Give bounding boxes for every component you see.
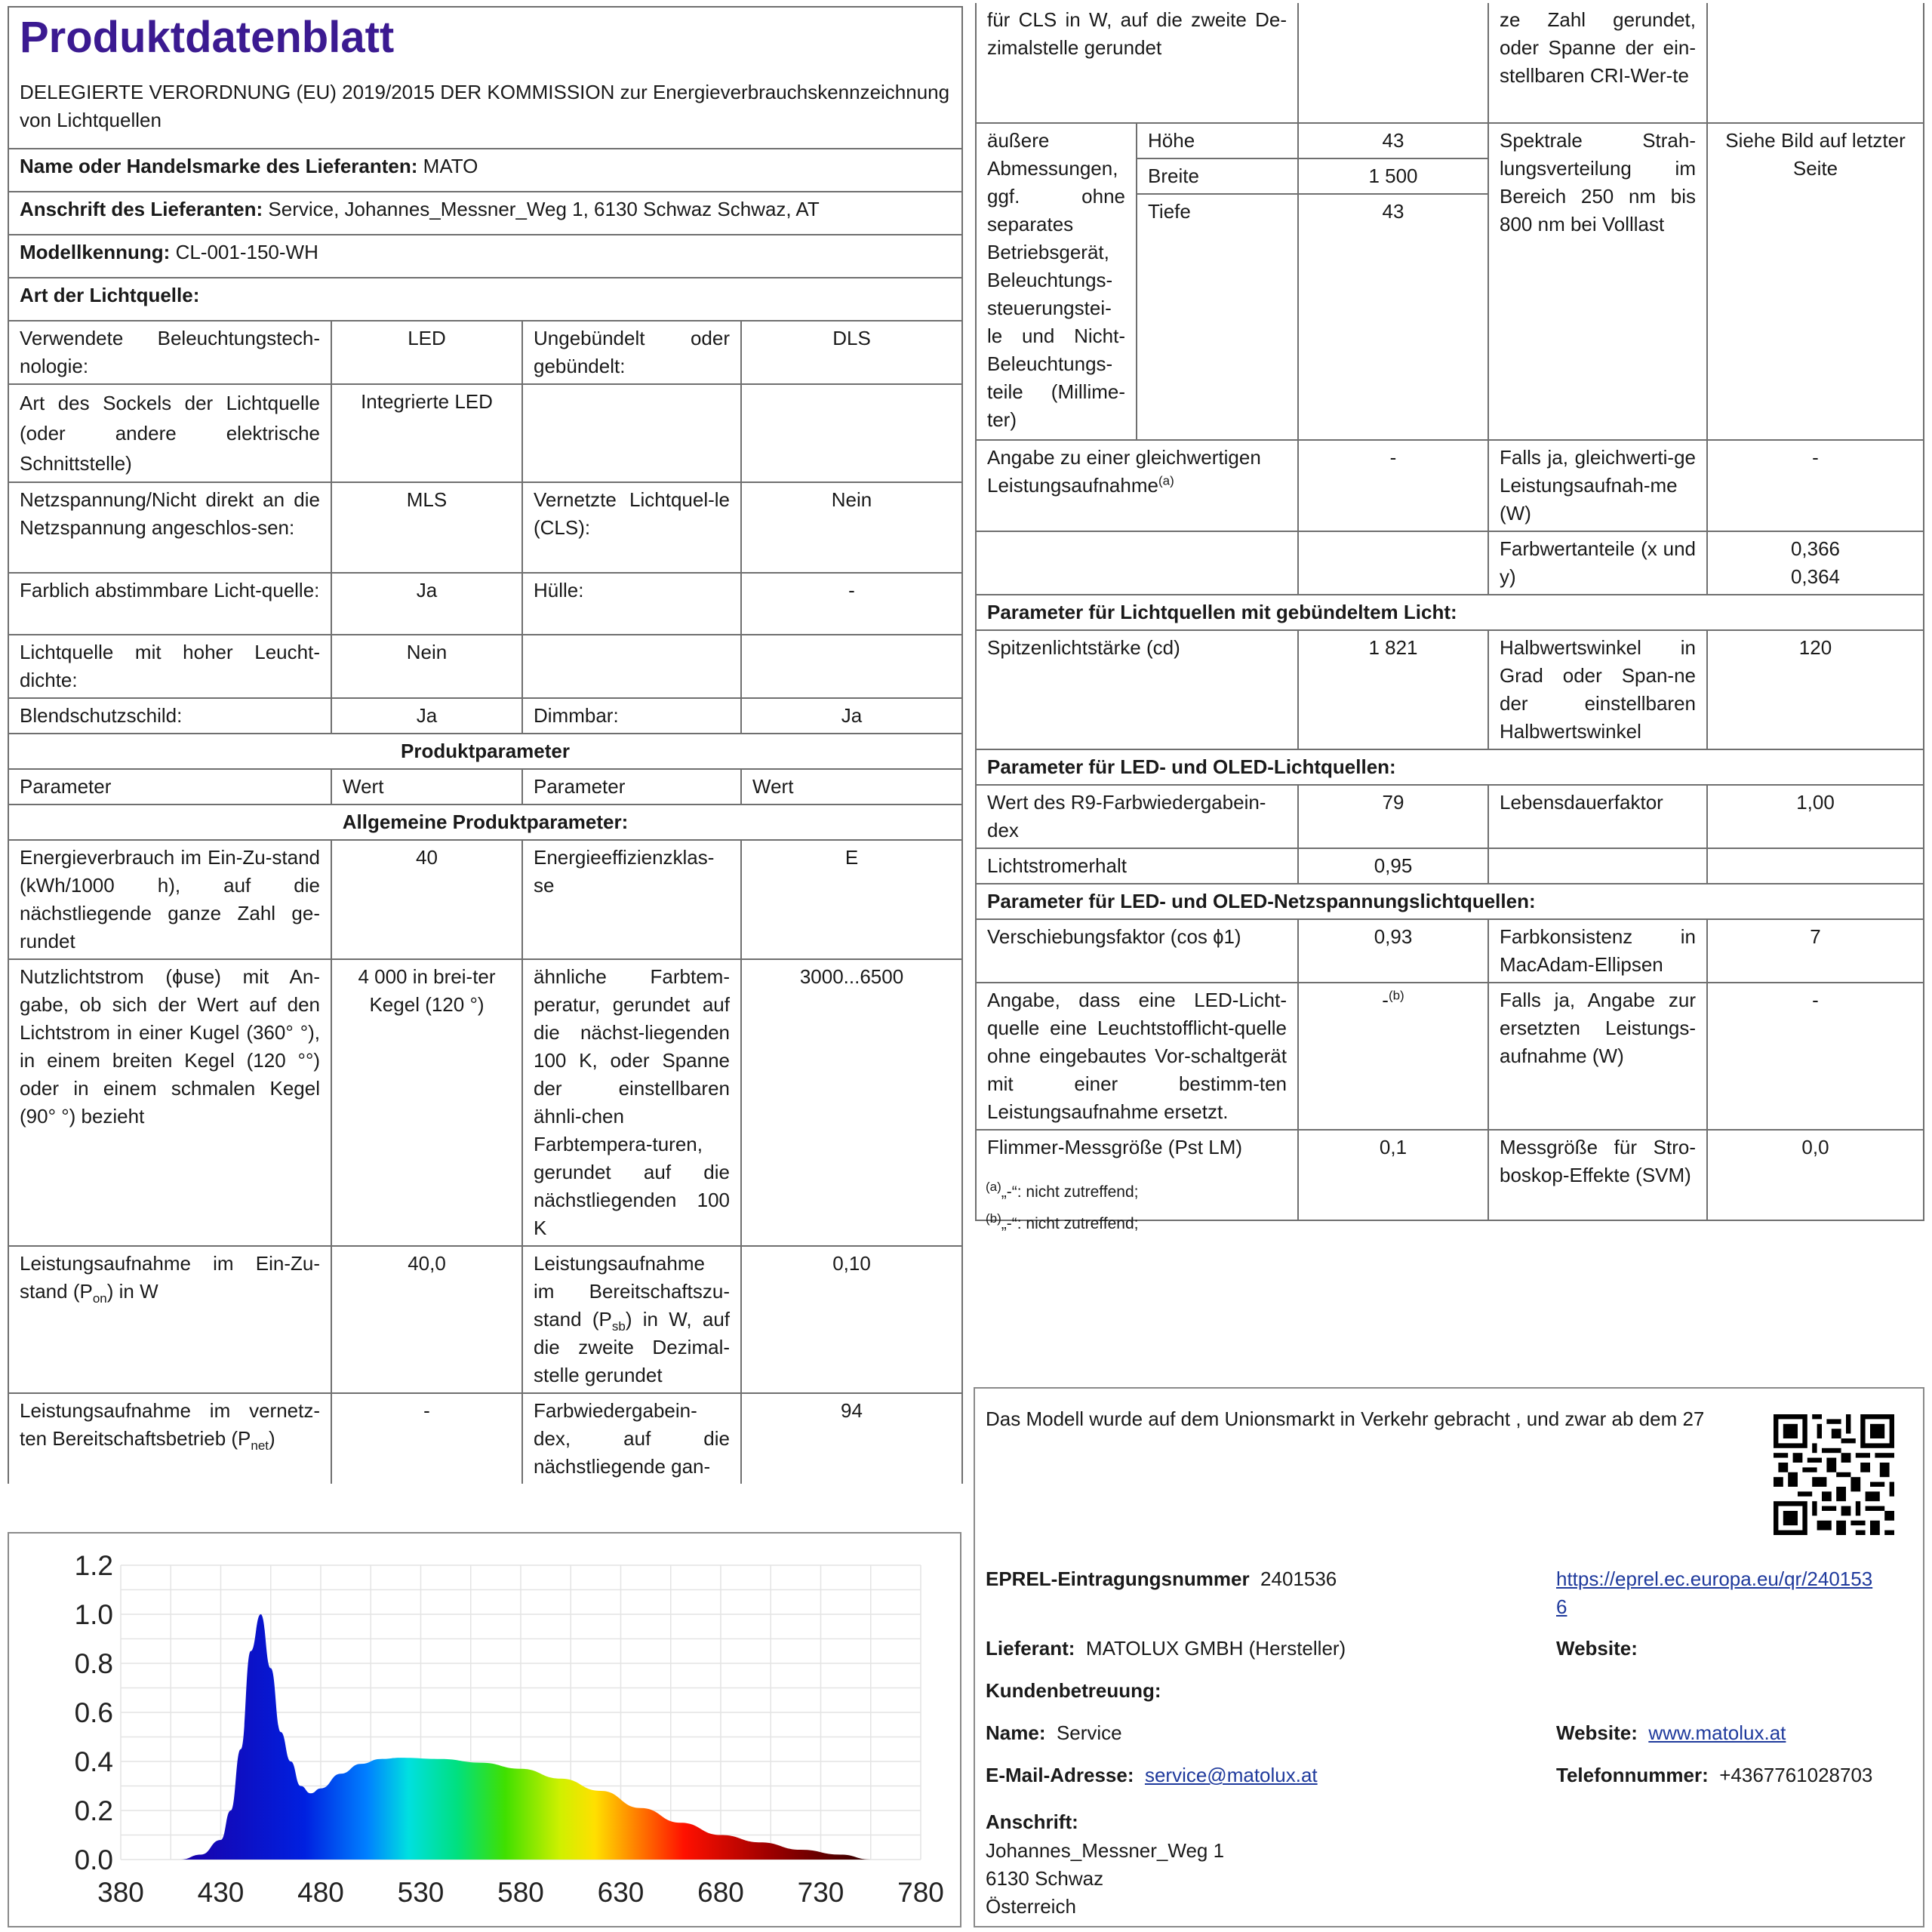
general-row (8, 1393, 962, 1484)
param-text: Leistungsaufnahme im vernetz-ten Bereitschaftsbetrieb (P (20, 1399, 320, 1450)
type-row (8, 635, 962, 698)
col-header-value: Wert (331, 769, 522, 804)
value-cell: Nein (741, 482, 962, 573)
eprel-info-panel (974, 1387, 1924, 1927)
chromaticity-x: 0,366 (1790, 537, 1841, 560)
param-subscript: sb (611, 1319, 626, 1334)
address-line-2: 6130 Schwaz (986, 1867, 1104, 1890)
address-line-1: Johannes_Messner_Weg 1 (986, 1839, 1225, 1862)
y-tick-label: 0.0 (74, 1844, 113, 1875)
param-cell: Angabe, dass eine LED-Licht-quelle eine Leuchtstofflicht-quelle ohne eingebautes Vor-schaltgerät mit einer bestimm-ten Leistungsaufnahme ersetzt. (976, 983, 1298, 1130)
depth-value: 43 (1298, 194, 1488, 440)
x-tick-label: 680 (697, 1877, 744, 1908)
empty-cell (976, 531, 1298, 595)
customer-care-label: Kundenbetreuung: (986, 1679, 1161, 1702)
type-section-heading: Art der Lichtquelle: (8, 278, 962, 321)
param-cell: Lichtquelle mit hoher Leucht-dichte: (8, 635, 331, 698)
param-subscript: net (251, 1438, 269, 1454)
supplier-address-value: Service, Johannes_Messner_Weg 1, 6130 Schwaz Schwaz, AT (268, 198, 820, 220)
param-cell: Spitzenlichtstärke (cd) (976, 630, 1298, 749)
param-text: Angabe zu einer gleichwertigen Leistungsaufnahme (987, 446, 1261, 497)
led-section-heading: Parameter für LED- und OLED-Lichtquellen: (976, 749, 1924, 785)
param-cell (522, 635, 741, 698)
value-cell: 0,1 (1298, 1130, 1488, 1220)
dimensions-label: äußere Abmessungen, ggf. ohne separates Betriebsgerät, Beleuchtungs-steuerungstei-le und Nicht-Beleuchtungs-teile (Millime-ter) (976, 123, 1137, 440)
param-cell: Halbwertswinkel in Grad oder Span-ne der einstellbaren Halbwertswinkel (1488, 630, 1707, 749)
param-cell: Lichtstromerhalt (976, 848, 1298, 884)
value-cell: Integrierte LED (331, 384, 522, 482)
value-cell: 79 (1298, 785, 1488, 848)
value-cell: 40 (331, 840, 522, 959)
mains-section-heading: Parameter für LED- und OLED-Netzspannungslichtquellen: (976, 884, 1924, 919)
footnote-text: „-“: nicht zutreffend; (1001, 1215, 1139, 1232)
value-cell: 7 (1707, 919, 1924, 983)
param-cell: Falls ja, Angabe zur ersetzten Leistungs-aufnahme (W) (1488, 983, 1707, 1130)
type-row (8, 698, 962, 734)
general-row (8, 1246, 962, 1393)
y-axis-tick-labels (75, 1550, 113, 1875)
x-tick-label: 730 (797, 1877, 844, 1908)
beam-section-heading: Parameter für Lichtquellen mit gebündeltem Licht: (976, 595, 1924, 630)
spectral-distribution-label: Spektrale Strah-lungsverteilung im Bereich 250 nm bis 800 nm bei Volllast (1488, 123, 1707, 440)
param-cell: Art des Sockels der Lichtquelle (oder andere elektrische Schnittstelle) (8, 384, 331, 482)
param-cell (1488, 848, 1707, 884)
value-cell: LED (331, 321, 522, 384)
col-header-value: Wert (741, 769, 962, 804)
contact-name-label: Name: (986, 1721, 1046, 1744)
x-tick-label: 530 (397, 1877, 445, 1908)
value-cell: DLS (741, 321, 962, 384)
website-label: Website: (1556, 1637, 1638, 1660)
value-cell: MLS (331, 482, 522, 573)
type-row (8, 573, 962, 635)
param-cell: Farbkonsistenz in MacAdam-Ellipsen (1488, 919, 1707, 983)
eprel-link[interactable]: https://eprel.ec.europa.eu/qr/2401536 (1556, 1567, 1873, 1618)
param-cell: Verwendete Beleuchtungstech-nologie: (8, 321, 331, 384)
param-cell: Netzspannung/Nicht direkt an die Netzspannung angeschlos-sen: (8, 482, 331, 573)
height-label: Höhe (1137, 123, 1298, 158)
value-cell: 94 (741, 1393, 962, 1484)
param-cell: Nutzlichtstrom (ɸuse) mit An-gabe, ob sich der Wert auf den Lichtstrom in einer Kugel (360° °), in einem breiten Kegel (120 °°) oder in einem schmalen Kegel (90° °) bezieht (8, 959, 331, 1246)
spectral-distribution-value: Siehe Bild auf letzter Seite (1707, 123, 1924, 440)
y-tick-label: 0.4 (74, 1746, 113, 1777)
x-tick-label: 480 (297, 1877, 344, 1908)
x-axis-tick-labels (97, 1877, 944, 1908)
y-tick-label: 0.8 (74, 1648, 113, 1679)
value-cell: Nein (331, 635, 522, 698)
supplier-label: Lieferant: (986, 1637, 1075, 1660)
value-cell: 120 (1707, 630, 1924, 749)
param-cell: Flimmer-Messgröße (Pst LM) (976, 1130, 1298, 1220)
x-tick-label: 430 (197, 1877, 245, 1908)
footnote-text: „-“: nicht zutreffend; (1001, 1183, 1139, 1201)
page-title: Produktdatenblatt (20, 13, 395, 62)
param-cell: Wert des R9-Farbwiedergabein-dex (976, 785, 1298, 848)
type-row (8, 482, 962, 573)
param-text: Leistungsaufnahme im Bereitschaftszu-stand (P (534, 1252, 730, 1331)
x-tick-label: 380 (97, 1877, 144, 1908)
supplier-address-label: Anschrift des Lieferanten: (20, 198, 263, 220)
value-cell: E (741, 840, 962, 959)
param-cell: Energieeffizienzklas-se (522, 840, 741, 959)
param-text: ) in W (106, 1280, 158, 1303)
value-cell: - (1707, 440, 1924, 531)
y-tick-label: 0.6 (74, 1697, 113, 1728)
value-cell: - (331, 1393, 522, 1484)
param-cell: Farbwiedergabein-dex, auf die nächstliegende gan- (522, 1393, 741, 1484)
param-cell: Blendschutzschild: (8, 698, 331, 734)
param-cell: Farblich abstimmbare Licht-quelle: (8, 573, 331, 635)
param-cell: ähnliche Farbtem-peratur, gerundet auf die nächst-liegenden 100 K, oder Spanne der einstellbaren ähnli-chen Farbtempera-turen, gerundet auf die nächstliegenden 100 K (522, 959, 741, 1246)
left-datasheet-table (8, 6, 963, 1484)
x-tick-label: 580 (497, 1877, 544, 1908)
eprel-number-label: EPREL-Eintragungsnummer (986, 1567, 1250, 1590)
general-row (8, 840, 962, 959)
param-text: ) (269, 1427, 275, 1450)
param-cell: für CLS in W, auf die zweite De-zimalstelle gerundet (976, 3, 1298, 123)
param-cell: Lebensdauerfaktor (1488, 785, 1707, 848)
qr-code-icon (1774, 1414, 1894, 1535)
model-value: CL-001-150-WH (175, 241, 318, 263)
value-cell: 0,95 (1298, 848, 1488, 884)
model-label: Modellkennung: (20, 241, 171, 263)
value-cell (1298, 3, 1488, 123)
param-cell: Messgröße für Stro-boskop-Effekte (SVM) (1488, 1130, 1707, 1220)
general-params-heading: Allgemeine Produktparameter: (8, 804, 962, 840)
footnote-mark: (b) (986, 1211, 1001, 1226)
footnote-ref: (a) (1158, 473, 1174, 488)
param-cell: Farbwertanteile (x und y) (1488, 531, 1707, 595)
height-value: 43 (1298, 123, 1488, 158)
value-cell: Ja (331, 698, 522, 734)
footnote-a (986, 1180, 1139, 1201)
right-datasheet-table (975, 3, 1924, 1221)
value-cell: 3000...6500 (741, 959, 962, 1246)
param-cell: Verschiebungsfaktor (cos ɸ1) (976, 919, 1298, 983)
param-cell: Hülle: (522, 573, 741, 635)
phone-label: Telefonnummer: (1556, 1764, 1709, 1786)
website-link[interactable]: www.matolux.at (1648, 1721, 1786, 1744)
market-date-text: Das Modell wurde auf dem Unionsmarkt in Verkehr gebracht , und zwar ab dem 27 (986, 1407, 1705, 1430)
value-cell: - (741, 573, 962, 635)
value-cell: 40,0 (331, 1246, 522, 1393)
y-tick-label: 0.2 (74, 1795, 113, 1826)
value-cell: 0,0 (1707, 1130, 1924, 1220)
param-cell: Falls ja, gleichwerti-ge Leistungsaufnah-me (W) (1488, 440, 1707, 531)
value-cell: 4 000 in brei-ter Kegel (120 °) (331, 959, 522, 1246)
width-value: 1 500 (1298, 158, 1488, 194)
empty-cell (1298, 531, 1488, 595)
value-cell: 1,00 (1707, 785, 1924, 848)
y-tick-label: 1.2 (74, 1550, 113, 1581)
param-text: ) in W, auf die zweite Dezimal-stelle gerundet (534, 1308, 730, 1386)
value-cell: 1 821 (1298, 630, 1488, 749)
value-cell: - (1298, 440, 1488, 531)
supplier-name-value: MATO (423, 155, 478, 177)
general-row (8, 959, 962, 1246)
type-row (8, 321, 962, 384)
param-cell: ze Zahl gerundet, oder Spanne der ein-stellbaren CRI-Wer-te (1488, 3, 1707, 123)
param-cell: Dimmbar: (522, 698, 741, 734)
type-row (8, 384, 962, 482)
param-cell: Ungebündelt oder gebündelt: (522, 321, 741, 384)
value-cell (741, 635, 962, 698)
param-cell: Energieverbrauch im Ein-Zu-stand (kWh/1000 h), auf die nächstliegende ganze Zahl ge-rundet (8, 840, 331, 959)
website2-label: Website: (1556, 1721, 1638, 1744)
width-label: Breite (1137, 158, 1298, 194)
spectrum-chart (9, 1534, 960, 1926)
x-tick-label: 780 (897, 1877, 944, 1908)
product-params-heading: Produktparameter (8, 734, 962, 769)
value-cell: 0,93 (1298, 919, 1488, 983)
col-header-param: Parameter (522, 769, 741, 804)
value-cell: Ja (331, 573, 522, 635)
supplier-value: MATOLUX GMBH (Hersteller) (1085, 1637, 1346, 1660)
value-cell (1707, 3, 1924, 123)
col-header-param: Parameter (8, 769, 331, 804)
footnote-ref: (b) (1388, 988, 1404, 1003)
regulation-subtitle: DELEGIERTE VERORDNUNG (EU) 2019/2015 DER KOMMISSION zur Energieverbrauchskennzeichnung von Lichtquellen (20, 81, 950, 131)
supplier-name-label: Name oder Handelsmarke des Lieferanten: (20, 155, 418, 177)
contact-name-value: Service (1056, 1721, 1122, 1744)
footnote-b (986, 1211, 1139, 1233)
value-text: - (1382, 989, 1389, 1011)
x-tick-label: 630 (597, 1877, 645, 1908)
eprel-number-value: 2401536 (1260, 1567, 1337, 1590)
depth-label: Tiefe (1137, 194, 1298, 440)
spectrum-chart-panel (8, 1532, 961, 1927)
y-tick-label: 1.0 (74, 1599, 113, 1630)
value-cell: - (1707, 983, 1924, 1130)
email-link[interactable]: service@matolux.at (1144, 1764, 1318, 1786)
value-cell (741, 384, 962, 482)
param-subscript: on (92, 1291, 107, 1306)
param-text: Leistungsaufnahme im Ein-Zu-stand (P (20, 1252, 320, 1303)
value-cell: 0,10 (741, 1246, 962, 1393)
param-cell: Vernetzte Lichtquel-le (CLS): (522, 482, 741, 573)
address-label: Anschrift: (986, 1810, 1078, 1833)
value-cell: Ja (741, 698, 962, 734)
phone-value: +4367761028703 (1719, 1764, 1873, 1786)
value-cell (1707, 848, 1924, 884)
address-line-3: Österreich (986, 1895, 1076, 1918)
footnote-mark: (a) (986, 1180, 1001, 1194)
chromaticity-y: 0,364 (1790, 565, 1841, 588)
param-cell (522, 384, 741, 482)
email-label: E-Mail-Adresse: (986, 1764, 1134, 1786)
